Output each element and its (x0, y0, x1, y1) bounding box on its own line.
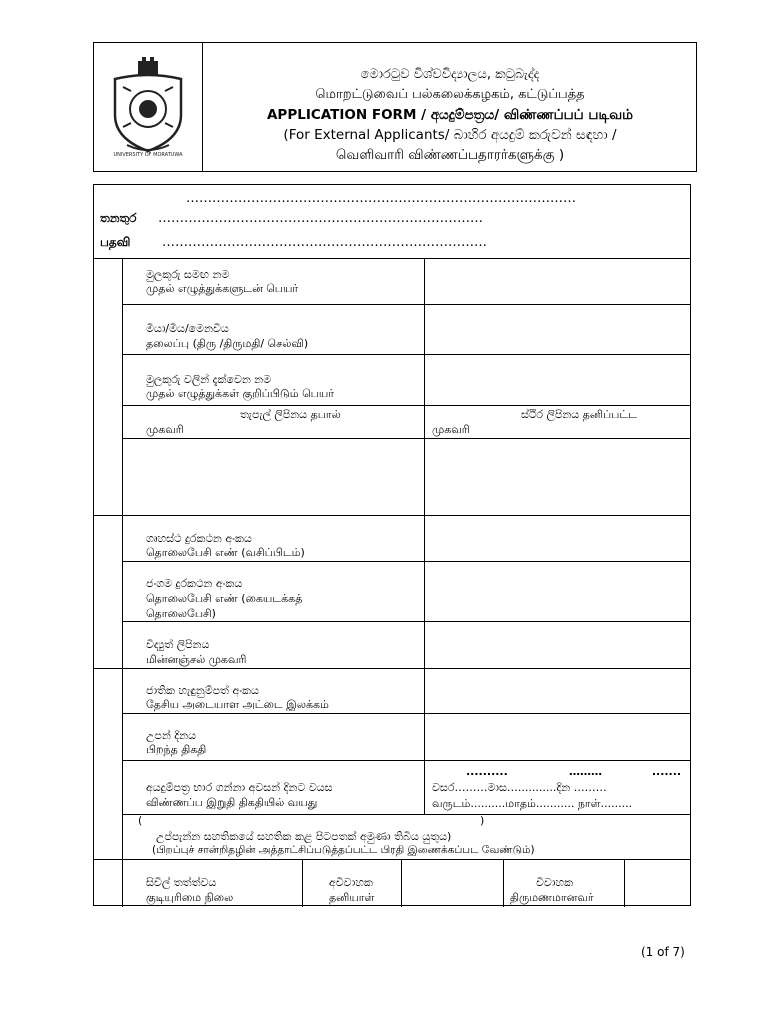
bracket-close: ) (480, 814, 485, 827)
permanent-address-label-si: ස්ථිර ලිපිනය தனிப்பட்ட (521, 408, 637, 421)
home-phone-label-si: ගෘහස්ථ දුරකථන අංකය (146, 532, 252, 545)
birth-cert-note-si: උප්පැන්න සහතිකයේ සහතික කළ පිටපතක් අමුණා තිබිය යුතුය) (156, 830, 452, 843)
postal-address-label-ta: முகவரி (146, 423, 184, 436)
header-university-tamil: மொறட்டுவைப் பல்கலைக்கழகம், கட்டுப்பத்த (315, 87, 585, 102)
post-input-line-tamil[interactable]: ………………………………………………………………… (162, 235, 487, 250)
nic-label-si: ජාතික හැඳුනුම්පත් අංකය (146, 684, 259, 697)
age-label-si: අයදුම්පත්‍ර භාර ගන්නා අවසන් දිනට වයස (146, 781, 333, 794)
application-form (93, 184, 691, 906)
permanent-address-label-ta: முகவரி (432, 423, 470, 436)
name-initials-label-si: මුලකුරු සමඟ නම (146, 268, 230, 281)
form-header (93, 42, 697, 172)
bracket-open: ( (138, 814, 143, 827)
age-label-ta: விண்ணப்ப இறுதி திகதியில் வயது (146, 796, 318, 809)
home-phone-label-ta: தொலைபேசி எண் (வசிப்பிடம்) (146, 546, 305, 559)
age-units-si[interactable]: වසර………මාස…...........දින ……… (432, 781, 607, 794)
dotted-line: ……………………………………………………………………………… (186, 191, 576, 206)
unmarried-label-si: අවිවාහක (329, 876, 373, 889)
nic-label-ta: தேசிய அடையாள அட்டை இலக்கம் (146, 698, 329, 711)
header-external-tamil: வெளிவாரி விண்ணப்பதாரர்களுக்கு ) (335, 147, 565, 163)
permanent-address-field[interactable] (425, 439, 691, 515)
header-form-title: APPLICATION FORM / අයදුම්පත්‍රය/ விண்ணப்பப் படிவம் (266, 107, 634, 123)
civil-status-label-ta: குடியுரிமை நிலை (146, 891, 234, 904)
header-external-applicants: (For External Applicants/ බාහිර අයදුම් කරුවන් සඳහා / (283, 127, 617, 143)
dob-field[interactable] (425, 714, 691, 760)
title-label-ta: தலைப்பு (திரு /திருமதி/ செல்வி) (146, 337, 309, 350)
mobile-label-si: ජංගම දුරකථන අංකය (146, 577, 243, 590)
email-field[interactable] (425, 622, 691, 668)
married-label-ta: திருமணமானவர் (510, 891, 594, 904)
home-phone-field[interactable] (425, 516, 691, 561)
title-field[interactable] (425, 305, 691, 354)
denoted-name-label-ta: முதல் எழுத்துக்கள் குறிப்பிடும் பெயர் (146, 387, 335, 400)
email-label-ta: மின்னஞ்சல் முகவரி (146, 653, 247, 666)
married-label-si: විවාහක (536, 876, 574, 889)
birth-cert-note-ta: (பிறப்புச் சான்றிதழின் அத்தாட்சிப்படுத்தப்பட்ட பிரதி இணைக்கப்பட வேண்டும்) (152, 844, 535, 856)
civil-status-label-si: සිවිල් තත්ත්වය (146, 876, 217, 889)
title-label-si: මියා/මිය/මෙනවිය (146, 322, 229, 335)
nic-field[interactable] (425, 669, 691, 713)
age-dots: .......... ……… ....... (466, 765, 682, 778)
postal-address-label-si: තැපැල් ලිපිනය தபால் (240, 408, 341, 421)
university-logo-cell (94, 43, 203, 171)
unmarried-checkbox[interactable] (402, 860, 502, 906)
page-number: (1 of 7) (641, 945, 685, 959)
university-crest-logo (101, 57, 195, 157)
married-checkbox[interactable] (625, 860, 691, 906)
denoted-name-label-si: මුලකුරු වලින් දැක්වෙන නම (146, 373, 272, 386)
mobile-label-ta-2: தொலைபேசி) (146, 607, 216, 620)
postal-address-field[interactable] (123, 439, 423, 515)
post-input-line[interactable]: ………………………………………………………………… (158, 211, 483, 226)
mobile-label-ta: தொலைபேசி எண் (கையடக்கத் (146, 592, 303, 605)
denoted-name-field[interactable] (425, 355, 691, 405)
svg-text:UNIVERSITY OF MORATUWA: UNIVERSITY OF MORATUWA (113, 152, 183, 157)
header-titles (204, 43, 696, 171)
mobile-phone-field[interactable] (425, 562, 691, 621)
header-university-sinhala: මොරටුව විශ්වවිද්‍යාලය, කටුබැද්ද (360, 67, 540, 82)
name-initials-label-ta: முதல் எழுத்துக்களுடன் பெயர் (146, 282, 299, 295)
post-label-tamil: பதவி (100, 235, 131, 249)
post-label-sinhala: තනතුර (100, 211, 137, 225)
unmarried-label-ta: தனியாள் (329, 891, 375, 904)
name-initials-field[interactable] (425, 259, 691, 304)
dob-label-ta: பிறந்த திகதி (146, 743, 207, 756)
dob-label-si: උපන් දිනය (146, 729, 196, 742)
email-label-si: විද්‍යුත් ලිපිනය (146, 638, 210, 651)
age-units-ta[interactable]: வருடம்..........மாதம்........... நாள்......... (432, 797, 633, 810)
